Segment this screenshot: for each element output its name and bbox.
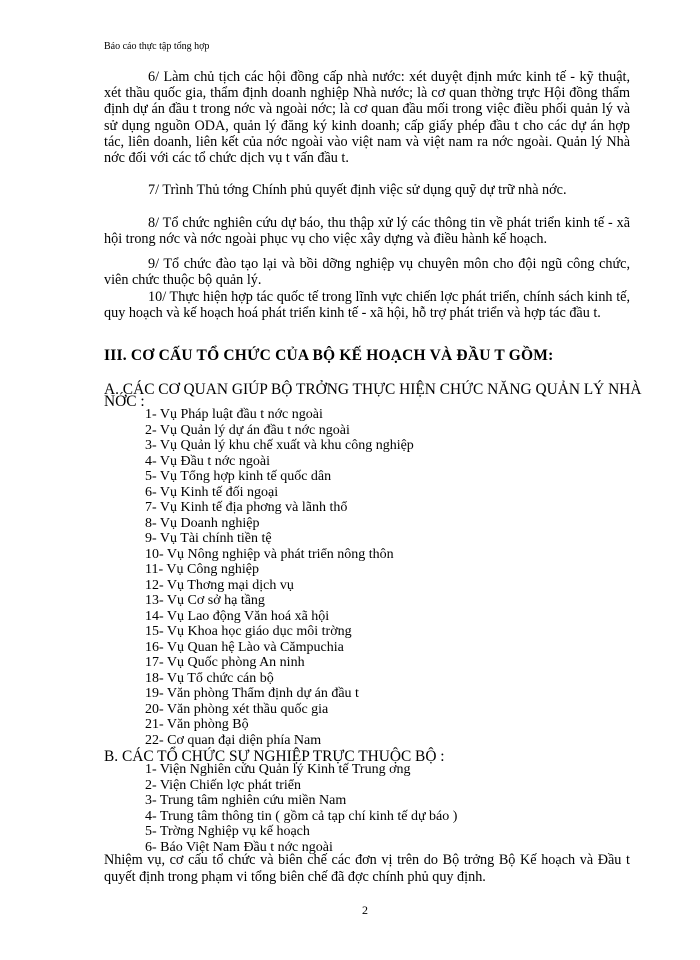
section-a-list <box>145 407 414 748</box>
list-item: 4- Trung tâm thông tin ( gồm cả tạp chí kinh tế dự báo ) <box>145 808 458 824</box>
running-header: Báo cáo thực tập tổng hợp <box>104 41 210 52</box>
list-item: 6- Vụ Kinh tế đối ngoại <box>145 484 279 500</box>
list-item: 5- Vụ Tổng hợp kinh tế quốc dân <box>145 469 332 484</box>
section-b-list <box>145 762 457 855</box>
list-item: 1- Viện Nghiên cứu Quản lý Kinh tế Trung ơng <box>145 762 411 777</box>
paragraph-item-6 <box>104 69 630 166</box>
paragraph-item-10 <box>104 289 630 321</box>
closing-paragraph: Nhiệm vụ, cơ cấu tổ chức và biên chế các đơn vị trên do Bộ trởng Bộ Kế hoạch và Đầu t quyết định trong phạm vi tổng biên chế đã đợc chính phủ quy định. <box>104 852 630 885</box>
list-item: 5- Trờng Nghiệp vụ kế hoạch <box>145 824 310 839</box>
list-item: 8- Vụ Doanh nghiệp <box>145 515 260 531</box>
paragraph-text: 10/ Thực hiện hợp tác quốc tế trong lĩnh vực chiến lợc phát triển, chính sách kinh tế, quy hoạch và kế hoạch hoá phát triển kinh tế - xã hội, hỗ trợ phát triển và hợp tác đầu t. <box>104 289 630 322</box>
list-item: 22- Cơ quan đại diện phía Nam <box>145 732 322 748</box>
list-item: 2- Vụ Quản lý dự án đầu t nớc ngoài <box>145 422 350 438</box>
page-number: 2 <box>362 903 368 917</box>
list-item: 13- Vụ Cơ sở hạ tầng <box>145 593 265 608</box>
list-item: 21- Văn phòng Bộ <box>145 717 249 732</box>
paragraph-text: 7/ Trình Thủ tớng Chính phủ quyết định việc sử dụng quỹ dự trữ nhà nớc. <box>148 182 567 198</box>
section-heading: III. CƠ CẤU TỔ CHỨC CỦA BỘ KẾ HOẠCH VÀ ĐẦU T GỒM: <box>104 347 554 364</box>
list-item: 15- Vụ Khoa học giáo dục môi trờng <box>145 624 352 639</box>
list-item: 6- Báo Việt Nam Đầu t nớc ngoài <box>145 839 333 855</box>
list-item: 3- Trung tâm nghiên cứu miền Nam <box>145 793 347 808</box>
list-item: 18- Vụ Tổ chức cán bộ <box>145 670 274 686</box>
list-item: 7- Vụ Kinh tế địa phơng và lãnh thổ <box>145 500 348 515</box>
paragraph-text: 9/ Tổ chức đào tạo lại và bồi dỡng nghiệp vụ chuyên môn cho đội ngũ công chức, viên chức thuộc bộ quản lý. <box>104 256 630 289</box>
list-item: 4- Vụ Đầu t nớc ngoài <box>145 453 270 469</box>
section-a-title: A. CÁC CƠ QUAN GIÚP BỘ TRỞNG THỰC HIỆN CHỨC NĂNG QUẢN LÝ NHÀ NỚC : <box>104 381 642 410</box>
list-item: 2- Viện Chiến lợc phát triển <box>145 777 301 793</box>
list-item: 3- Vụ Quản lý khu chế xuất và khu công nghiệp <box>145 438 414 453</box>
list-item: 11- Vụ Công nghiệp <box>145 562 259 577</box>
list-item: 9- Vụ Tài chính tiền tệ <box>145 531 272 546</box>
list-item: 10- Vụ Nông nghiệp và phát triển nông thôn <box>145 546 394 562</box>
list-item: 1- Vụ Pháp luật đầu t nớc ngoài <box>145 407 323 422</box>
list-item: 19- Văn phòng Thẩm định dự án đầu t <box>145 686 359 701</box>
list-item: 17- Vụ Quốc phòng An ninh <box>145 655 305 670</box>
paragraph-text: 6/ Làm chủ tịch các hội đồng cấp nhà nước: xét duyệt định mức kinh tế - kỹ thuật, xét thầu quốc gia, thẩm định doanh nghiệp Nhà nước; là cơ quan thờng trực Hội đồng thẩm định dự án đầu t trong nớc và ngoài nớc; là cơ quan đầu mối trong việc điều phối quản lý và sử dụng nguồn ODA, quản lý đăng ký kinh doanh; cấp giấy phép đầu t cho các dự án hợp tác, liên doanh, liên kết của nớc ngoài vào việt nam và việt nam ra nớc ngoài. Quản lý Nhà nớc đối với các tổ chức dịch vụ t vấn đầu t. <box>104 69 630 167</box>
paragraph-item-8 <box>104 215 630 247</box>
list-item: 16- Vụ Quan hệ Lào và Cămpuchia <box>145 639 344 655</box>
list-item: 14- Vụ Lao động Văn hoá xã hội <box>145 608 330 624</box>
paragraph-item-7 <box>104 182 630 198</box>
section-b-title: B. CÁC TỔ CHỨC SỰ NGHIỆP TRỰC THUỘC BỘ : <box>104 748 445 765</box>
paragraph-text: 8/ Tổ chức nghiên cứu dự báo, thu thập xử lý các thông tin về phát triển kinh tế - xã hội trong nớc và nớc ngoài phục vụ cho việc xây dựng và điều hành kế hoạch. <box>104 215 630 248</box>
paragraph-item-9 <box>104 256 630 288</box>
list-item: 12- Vụ Thơng mại dịch vụ <box>145 577 294 593</box>
list-item: 20- Văn phòng xét thầu quốc gia <box>145 701 329 717</box>
